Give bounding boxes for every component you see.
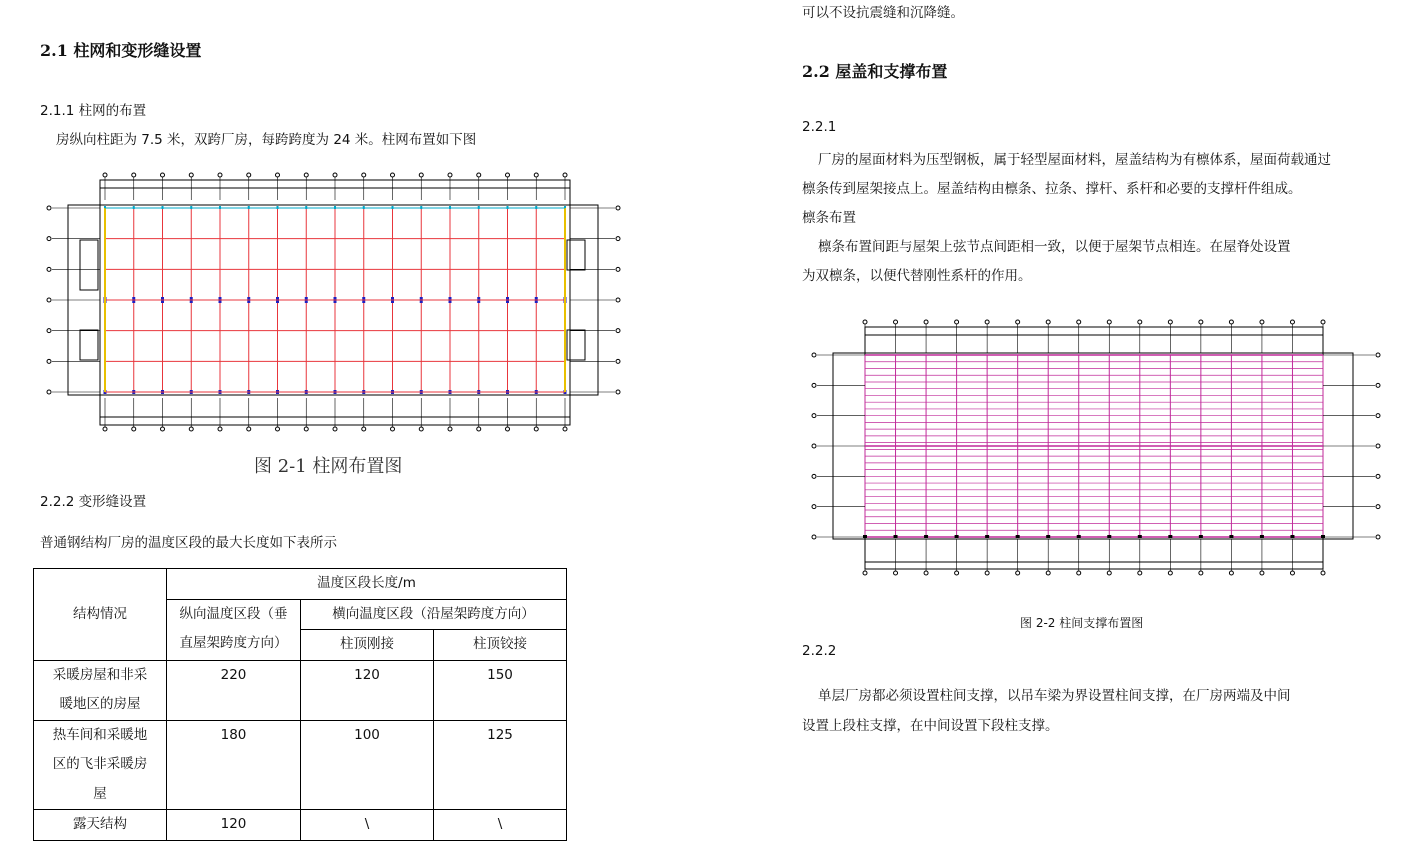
bracing-paragraph-line-1: 单层厂房都必须设置柱间支撑，以吊车梁为界设置柱间支撑，在厂房两端及中间 xyxy=(818,688,1291,704)
section-2-2-title: 2.2 屋盖和支撑布置 xyxy=(802,62,948,81)
axis-bubble xyxy=(894,571,898,575)
axis-bubble xyxy=(1229,571,1233,575)
section-2-2-1-title: 2.2.1 xyxy=(802,119,837,135)
axis-bubble xyxy=(189,427,193,431)
axis-bubble xyxy=(391,427,395,431)
table-row: 采暖房屋和非采 暖地区的房屋 220 120 150 xyxy=(34,660,567,720)
axis-bubble xyxy=(218,173,222,177)
axis-bubble xyxy=(894,320,898,324)
axis-bubble xyxy=(304,427,308,431)
axis-bubble xyxy=(1199,320,1203,324)
axis-bubble xyxy=(419,173,423,177)
axis-bubble xyxy=(333,173,337,177)
table-row: 露天结构 120 \ \ xyxy=(34,810,567,841)
axis-bubble xyxy=(391,173,395,177)
axis-bubble xyxy=(362,427,366,431)
axis-bubble xyxy=(1016,571,1020,575)
axis-bubble xyxy=(419,427,423,431)
axis-bubble xyxy=(955,571,959,575)
axis-bubble xyxy=(812,353,816,357)
axis-bubble xyxy=(863,571,867,575)
axis-bubble xyxy=(103,173,107,177)
roof-paragraph-line-1: 厂房的屋面材料为压型钢板，属于轻型屋面材料，屋盖结构为有檩体系，屋面荷载通过 xyxy=(818,152,1331,168)
section-2-2-2-repeat-title: 2.2.2 xyxy=(802,643,837,659)
purlin-paragraph-line-2: 为双檩条，以便代替刚性系杆的作用。 xyxy=(802,268,1032,284)
axis-bubble xyxy=(1290,320,1294,324)
axis-bubble xyxy=(985,320,989,324)
section-2-1-title: 2.1 柱网和变形缝设置 xyxy=(40,41,202,60)
axis-bubble xyxy=(812,383,816,387)
axis-bubble xyxy=(985,571,989,575)
axis-bubble xyxy=(47,298,51,302)
axis-bubble xyxy=(1260,320,1264,324)
axis-bubble xyxy=(1077,571,1081,575)
axis-bubble xyxy=(1168,320,1172,324)
axis-bubble xyxy=(1376,414,1380,418)
purlin-heading: 檩条布置 xyxy=(802,210,856,226)
column-marker xyxy=(1138,535,1142,538)
axis-bubble xyxy=(47,359,51,363)
axis-bubble xyxy=(616,206,620,210)
axis-bubble xyxy=(924,571,928,575)
axis-bubble xyxy=(1376,383,1380,387)
axis-bubble xyxy=(1107,571,1111,575)
axis-bubble xyxy=(1321,571,1325,575)
column-marker xyxy=(1321,535,1325,538)
axis-bubble xyxy=(247,427,251,431)
axis-bubble xyxy=(333,427,337,431)
axis-bubble xyxy=(1138,571,1142,575)
column-marker xyxy=(1290,535,1294,538)
seismic-joint-note: 可以不设抗震缝和沉降缝。 xyxy=(802,5,964,21)
axis-bubble xyxy=(955,320,959,324)
axis-bubble xyxy=(1046,571,1050,575)
axis-bubble xyxy=(563,173,567,177)
column-marker xyxy=(1046,535,1050,538)
column-marker xyxy=(924,535,928,538)
axis-bubble xyxy=(812,505,816,509)
header-section-length: 温度区段长度/m xyxy=(167,569,567,600)
axis-bubble xyxy=(47,329,51,333)
roof-paragraph-line-2: 檩条传到屋架接点上。屋盖结构由檩条、拉条、撑杆、系杆和必要的支撑杆件组成。 xyxy=(802,181,1302,197)
table-row: 热车间和采暖地 区的飞非采暖房 屋 180 100 125 xyxy=(34,720,567,810)
column-marker xyxy=(863,535,867,538)
axis-bubble xyxy=(1199,571,1203,575)
axis-bubble xyxy=(1260,571,1264,575)
temperature-section-table xyxy=(33,568,567,841)
axis-bubble xyxy=(534,173,538,177)
axis-bubble xyxy=(132,427,136,431)
axis-bubble xyxy=(616,390,620,394)
column-marker xyxy=(985,535,989,538)
axis-bubble xyxy=(1376,474,1380,478)
dimension-frame xyxy=(865,327,1323,569)
axis-bubble xyxy=(362,173,366,177)
bracing-layout-drawing xyxy=(805,315,1390,580)
axis-bubble xyxy=(1107,320,1111,324)
axis-bubble xyxy=(1229,320,1233,324)
temperature-table-intro: 普通钢结构厂房的温度区段的最大长度如下表所示 xyxy=(40,535,337,551)
column-grid-paragraph: 房纵向柱距为 7.5 米，双跨厂房，每跨跨度为 24 米。柱网布置如下图 xyxy=(56,132,477,148)
axis-bubble xyxy=(1376,353,1380,357)
axis-bubble xyxy=(1376,505,1380,509)
figure-2-1-caption: 图 2-1 柱网布置图 xyxy=(254,456,403,477)
axis-bubble xyxy=(616,237,620,241)
axis-bubble xyxy=(1046,320,1050,324)
header-transverse: 横向温度区段（沿屋架跨度方向） xyxy=(301,599,567,630)
axis-bubble xyxy=(477,427,481,431)
axis-bubble xyxy=(1290,571,1294,575)
axis-bubble xyxy=(616,359,620,363)
axis-bubble xyxy=(47,390,51,394)
axis-bubble xyxy=(47,267,51,271)
axis-bubble xyxy=(812,414,816,418)
axis-bubble xyxy=(161,173,165,177)
header-rigid: 柱顶刚接 xyxy=(301,630,434,661)
column-marker xyxy=(955,535,959,538)
axis-bubble xyxy=(506,173,510,177)
axis-bubble xyxy=(132,173,136,177)
axis-bubble xyxy=(448,173,452,177)
axis-bubble xyxy=(47,237,51,241)
column-marker xyxy=(894,535,898,538)
axis-bubble xyxy=(218,427,222,431)
figure-2-2-caption: 图 2-2 柱间支撑布置图 xyxy=(1020,616,1144,630)
axis-bubble xyxy=(189,173,193,177)
axis-bubble xyxy=(103,427,107,431)
axis-bubble xyxy=(616,267,620,271)
axis-bubble xyxy=(1077,320,1081,324)
axis-bubble xyxy=(276,427,280,431)
axis-bubble xyxy=(863,320,867,324)
purlin-paragraph-line-1: 檩条布置间距与屋架上弦节点间距相一致，以便于屋架节点相连。在屋脊处设置 xyxy=(818,239,1291,255)
header-longitudinal: 纵向温度区段（垂 直屋架跨度方向） xyxy=(167,599,301,660)
axis-bubble xyxy=(247,173,251,177)
axis-bubble xyxy=(304,173,308,177)
column-grid-drawing xyxy=(40,170,630,435)
column-marker xyxy=(1107,535,1111,538)
section-2-2-2-title: 2.2.2 变形缝设置 xyxy=(40,494,147,510)
axis-bubble xyxy=(1016,320,1020,324)
axis-bubble xyxy=(534,427,538,431)
door-opening xyxy=(80,330,98,360)
door-opening xyxy=(80,240,98,290)
axis-bubble xyxy=(812,474,816,478)
axis-bubble xyxy=(616,329,620,333)
header-hinged: 柱顶铰接 xyxy=(434,630,567,661)
axis-bubble xyxy=(276,173,280,177)
axis-bubble xyxy=(812,444,816,448)
column-marker xyxy=(1260,535,1264,538)
header-structure: 结构情况 xyxy=(34,569,167,661)
section-2-1-1-title: 2.1.1 柱网的布置 xyxy=(40,103,147,119)
axis-bubble xyxy=(477,173,481,177)
axis-bubble xyxy=(1376,535,1380,539)
axis-bubble xyxy=(924,320,928,324)
column-marker xyxy=(1229,535,1233,538)
axis-bubble xyxy=(47,206,51,210)
bracing-paragraph-line-2: 设置上段柱支撑，在中间设置下段柱支撑。 xyxy=(802,718,1059,734)
axis-bubble xyxy=(506,427,510,431)
axis-bubble xyxy=(1321,320,1325,324)
column-marker xyxy=(1077,535,1081,538)
axis-bubble xyxy=(1168,571,1172,575)
axis-bubble xyxy=(616,298,620,302)
axis-bubble xyxy=(1138,320,1142,324)
column-marker xyxy=(1199,535,1203,538)
axis-bubble xyxy=(812,535,816,539)
axis-bubble xyxy=(161,427,165,431)
column-marker xyxy=(1016,535,1020,538)
axis-bubble xyxy=(563,427,567,431)
axis-bubble xyxy=(448,427,452,431)
axis-bubble xyxy=(1376,444,1380,448)
column-marker xyxy=(1168,535,1172,538)
